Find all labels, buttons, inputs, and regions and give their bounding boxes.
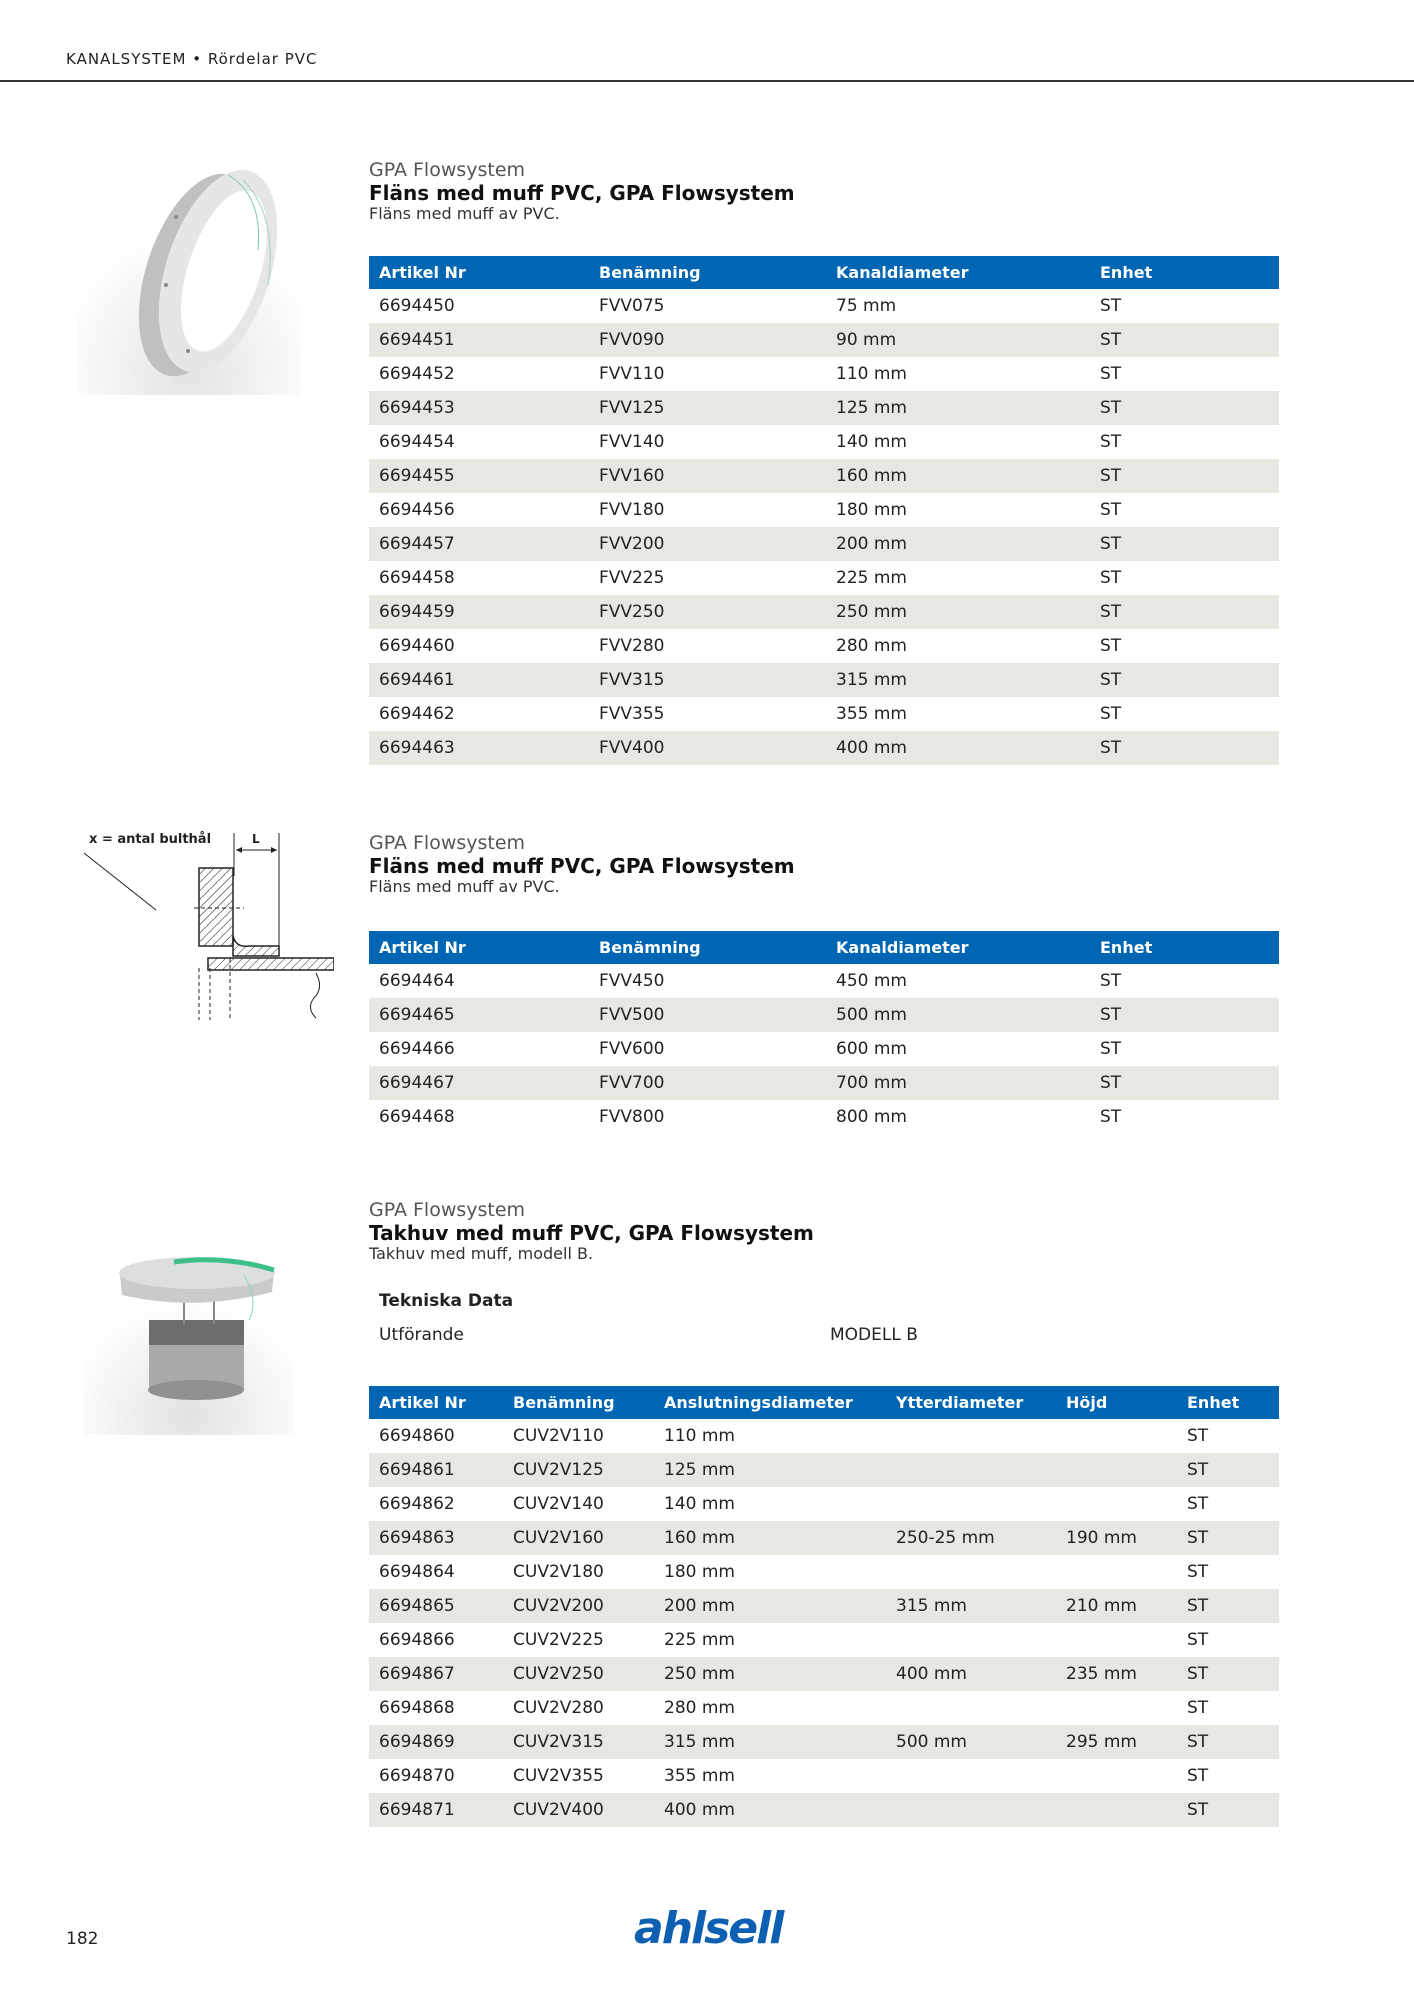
table-cell: ST [1100,636,1122,656]
table-cell: 190 mm [1056,1521,1177,1555]
table-cell: FVV280 [599,636,665,656]
table-cell: 200 mm [826,527,1090,561]
roof-hood-image [84,1240,294,1435]
section-flange-2 [369,832,1279,896]
section-brand: GPA Flowsystem [369,159,526,181]
table-cell: 6694866 [379,1630,455,1650]
table-cell: CUV2V400 [503,1793,654,1827]
table-cell: 235 mm [1056,1657,1177,1691]
section-flange-1 [369,159,1279,223]
table-cell: ST [1187,1766,1209,1786]
table-cell: 225 mm [836,568,907,588]
table-cell: 140 mm [836,432,907,452]
table-cell [886,1555,1056,1589]
table-cell [886,1793,1056,1827]
flange-ring-image [78,155,300,395]
table-cell [886,1623,1056,1657]
table-cell: 450 mm [836,971,907,991]
table-row [369,1419,1279,1453]
table-row [369,391,1279,425]
table-cell: 6694452 [379,364,455,384]
table-cell: ST [1177,1657,1279,1691]
table-cell: ST [1100,1107,1122,1127]
section-title: Fläns med muff PVC, GPA Flowsystem [369,181,795,205]
technical-data [369,1284,1279,1352]
table-row [369,998,1279,1032]
table-cell: CUV2V125 [503,1453,654,1487]
table-row [369,697,1279,731]
column-header: Benämning [503,1386,654,1419]
table-cell: 6694463 [369,731,589,765]
table-cell: FVV075 [599,296,665,316]
column-header: Ytterdiameter [886,1386,1056,1419]
table-row [369,595,1279,629]
table-cell: ST [1187,1494,1209,1514]
table-row [369,493,1279,527]
section-description: Fläns med muff av PVC. [369,877,560,896]
table-row [369,425,1279,459]
page-header: KANALSYSTEM • Rördelar PVC [66,50,318,68]
section-brand: GPA Flowsystem [369,1199,526,1221]
table-row [369,289,1279,323]
section-title: Fläns med muff PVC, GPA Flowsystem [369,854,795,878]
table-cell: FVV200 [589,527,826,561]
table-cell: 400 mm [886,1657,1056,1691]
table-cell: 355 mm [836,704,907,724]
table-cell: 75 mm [836,296,897,316]
table-row [369,561,1279,595]
table-row [369,1725,1279,1759]
table-cell [1056,1691,1177,1725]
table-cell: 280 mm [664,1698,735,1718]
table-cell: 250 mm [654,1657,886,1691]
table-cell: 6694454 [379,432,455,452]
table-cell: FVV600 [599,1039,665,1059]
table-cell: 6694455 [369,459,589,493]
table-cell: FVV160 [589,459,826,493]
technical-data-heading: Tekniska Data [379,1291,514,1311]
table-cell: ST [1090,663,1279,697]
table-cell: ST [1187,1630,1209,1650]
table-cell: CUV2V140 [513,1494,604,1514]
table-cell: 140 mm [664,1494,735,1514]
table-cell: 400 mm [654,1793,886,1827]
table-cell: 6694453 [369,391,589,425]
table-row [369,323,1279,357]
table-cell: ST [1100,500,1122,520]
table-row [369,1793,1279,1827]
table-cell: 250 mm [826,595,1090,629]
table-row [369,964,1279,998]
table-cell: 6694462 [379,704,455,724]
table-cell: CUV2V110 [513,1426,604,1446]
table-cell: ST [1090,595,1279,629]
table-cell: 180 mm [836,500,907,520]
table-cell: CUV2V355 [513,1766,604,1786]
table-cell: 125 mm [654,1453,886,1487]
table-cell: ST [1177,1793,1279,1827]
table-cell: 800 mm [836,1107,907,1127]
table-cell: 6694461 [369,663,589,697]
table-cell: ST [1177,1453,1279,1487]
table-cell: 315 mm [886,1589,1056,1623]
table-cell [886,1691,1056,1725]
table-cell: FVV090 [589,323,826,357]
table-cell [1056,1555,1177,1589]
product-table-flange-2 [369,931,1279,1134]
table-cell: FVV500 [589,998,826,1032]
table-cell: 6694464 [379,971,455,991]
column-header: Enhet [1177,1386,1279,1419]
table-cell: CUV2V315 [503,1725,654,1759]
table-cell: 6694468 [379,1107,455,1127]
table-cell: 6694867 [369,1657,503,1691]
table-cell: 6694870 [379,1766,455,1786]
table-cell: ST [1090,731,1279,765]
table-cell: 6694861 [369,1453,503,1487]
drawing-label: x = antal bulthål [89,832,212,847]
table-cell: 295 mm [1056,1725,1177,1759]
table-cell: ST [1100,364,1122,384]
table-cell: FVV125 [589,391,826,425]
table-cell: ST [1100,296,1122,316]
table-cell: 160 mm [826,459,1090,493]
table-cell: CUV2V250 [503,1657,654,1691]
table-cell: 315 mm [826,663,1090,697]
table-cell: CUV2V160 [503,1521,654,1555]
product-table-roof-hood [369,1386,1279,1827]
table-cell: 6694460 [379,636,455,656]
section-roof-hood [369,1199,1279,1263]
table-cell: 6694869 [369,1725,503,1759]
table-row [369,1759,1279,1793]
table-cell: 180 mm [664,1562,735,1582]
table-row [369,1555,1279,1589]
table-cell: 6694871 [369,1793,503,1827]
table-row [369,1066,1279,1100]
section-brand: GPA Flowsystem [369,832,526,854]
table-cell: 280 mm [836,636,907,656]
table-row [369,1521,1279,1555]
table-cell: FVV110 [599,364,665,384]
table-cell: ST [1187,1562,1209,1582]
table-cell [1056,1453,1177,1487]
table-cell: 6694465 [369,998,589,1032]
section-description: Takhuv med muff, modell B. [369,1244,594,1263]
table-cell: 90 mm [826,323,1090,357]
table-cell: ST [1090,998,1279,1032]
table-cell: 250-25 mm [886,1521,1056,1555]
table-cell: 500 mm [826,998,1090,1032]
table-cell: ST [1187,1698,1209,1718]
table-row [369,629,1279,663]
column-header: Artikel Nr [369,1386,503,1419]
table-cell: 6694458 [379,568,455,588]
table-cell: ST [1100,704,1122,724]
column-header: Enhet [1090,256,1279,289]
table-cell: CUV2V280 [513,1698,604,1718]
table-cell: ST [1177,1589,1279,1623]
table-cell: 6694456 [379,500,455,520]
table-cell: 210 mm [1056,1589,1177,1623]
table-cell: FVV180 [599,500,665,520]
table-row [369,527,1279,561]
drawing-dimension: L [252,832,260,846]
table-cell [886,1759,1056,1793]
section-description: Fläns med muff av PVC. [369,204,560,223]
table-row [369,1100,1279,1134]
table-cell: 355 mm [664,1766,735,1786]
table-cell: 6694862 [379,1494,455,1514]
table-cell [1056,1623,1177,1657]
column-header: Benämning [589,256,826,289]
table-row [369,459,1279,493]
table-cell: FVV250 [589,595,826,629]
table-cell: ST [1090,391,1279,425]
table-cell: 500 mm [886,1725,1056,1759]
flange-technical-drawing [84,828,334,1028]
table-cell: 110 mm [836,364,907,384]
table-cell: FVV140 [599,432,665,452]
table-cell: ST [1090,527,1279,561]
table-cell: 6694451 [369,323,589,357]
table-cell: ST [1100,1039,1122,1059]
table-cell: 6694467 [369,1066,589,1100]
table-cell: 160 mm [654,1521,886,1555]
table-cell [1056,1793,1177,1827]
table-cell: ST [1090,323,1279,357]
table-row [369,731,1279,765]
table-cell: 6694863 [369,1521,503,1555]
table-row [369,1453,1279,1487]
table-cell: FVV355 [599,704,665,724]
table-cell: 6694450 [379,296,455,316]
table-cell: FVV450 [599,971,665,991]
table-cell: 200 mm [654,1589,886,1623]
table-cell: CUV2V200 [503,1589,654,1623]
table-cell: ST [1090,459,1279,493]
product-table-flange-1 [369,256,1279,765]
column-header: Enhet [1090,931,1279,964]
table-cell: FVV800 [599,1107,665,1127]
table-cell [886,1419,1056,1453]
table-cell: 600 mm [836,1039,907,1059]
table-cell: 110 mm [664,1426,735,1446]
table-row [369,1657,1279,1691]
section-title: Takhuv med muff PVC, GPA Flowsystem [369,1221,814,1245]
table-row [369,357,1279,391]
table-cell: 6694860 [379,1426,455,1446]
table-cell: 6694864 [379,1562,455,1582]
ahlsell-logo: ahlsell [634,1903,783,1954]
table-cell: ST [1177,1521,1279,1555]
table-cell: CUV2V180 [513,1562,604,1582]
table-cell: 6694868 [379,1698,455,1718]
table-cell [886,1487,1056,1521]
table-cell [1056,1759,1177,1793]
table-cell: 700 mm [826,1066,1090,1100]
table-cell: ST [1090,1066,1279,1100]
table-row [369,663,1279,697]
table-cell: FVV225 [599,568,665,588]
table-cell: 225 mm [664,1630,735,1650]
table-row [369,1589,1279,1623]
column-header: Artikel Nr [369,931,589,964]
column-header: Artikel Nr [369,256,589,289]
table-cell: 6694457 [369,527,589,561]
table-cell [886,1453,1056,1487]
table-cell [1056,1419,1177,1453]
technical-data-value: MODELL B [830,1325,918,1345]
table-cell: 315 mm [654,1725,886,1759]
table-cell: FVV700 [589,1066,826,1100]
column-header: Kanaldiameter [826,256,1090,289]
technical-data-label: Utförande [379,1325,464,1345]
table-cell: 6694466 [379,1039,455,1059]
table-cell: ST [1100,432,1122,452]
table-cell [1056,1487,1177,1521]
table-cell: ST [1100,568,1122,588]
table-cell: CUV2V225 [513,1630,604,1650]
table-row [369,1032,1279,1066]
page-number: 182 [66,1929,99,1949]
table-cell: ST [1100,971,1122,991]
table-cell: 6694865 [369,1589,503,1623]
technical-data-row [369,1318,1279,1352]
table-cell: 6694459 [369,595,589,629]
table-row [369,1623,1279,1657]
table-cell: FVV400 [589,731,826,765]
table-cell: ST [1187,1426,1209,1446]
column-header: Anslutningsdiameter [654,1386,886,1419]
column-header: Benämning [589,931,826,964]
header-divider [0,80,1414,82]
table-cell: 400 mm [826,731,1090,765]
table-row [369,1691,1279,1725]
column-header: Höjd [1056,1386,1177,1419]
table-cell: ST [1177,1725,1279,1759]
table-cell: 125 mm [826,391,1090,425]
table-cell: FVV315 [589,663,826,697]
column-header: Kanaldiameter [826,931,1090,964]
table-row [369,1487,1279,1521]
